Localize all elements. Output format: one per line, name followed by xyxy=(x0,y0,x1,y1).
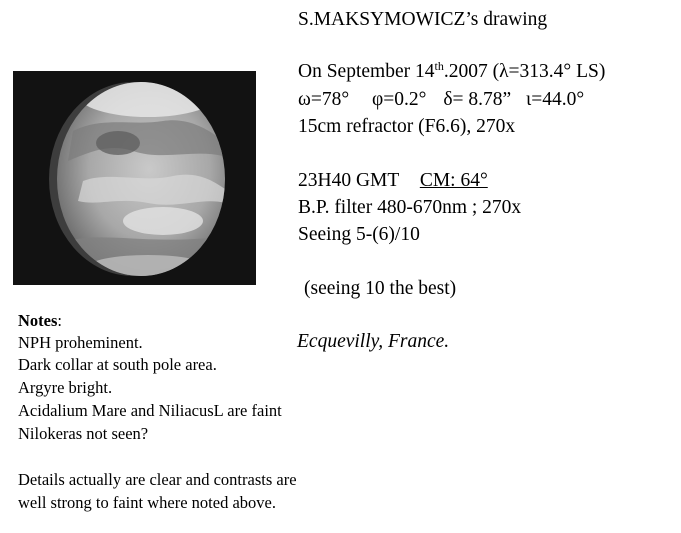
note-item: Nilokeras not seen? xyxy=(18,424,149,443)
seeing-line: Seeing 5-(6)/10 xyxy=(298,224,420,245)
argyre-feature xyxy=(123,207,203,235)
delta-value: δ= 8.78” xyxy=(443,89,512,110)
details-line-1: Details actually are clear and contrasts are xyxy=(18,470,297,489)
filter-line: B.P. filter 480-670nm ; 270x xyxy=(298,197,522,218)
iota-value: ι=44.0° xyxy=(526,89,585,110)
time-line xyxy=(298,170,488,192)
seeing-note: (seeing 10 the best) xyxy=(304,278,457,299)
date-suffix: .2007 (λ=313.4° LS) xyxy=(443,61,606,82)
notes-heading-colon: : xyxy=(57,311,62,330)
ephemeris-line xyxy=(298,89,584,111)
observation-location: Ecquevilly, France. xyxy=(297,331,450,352)
note-item: Argyre bright. xyxy=(18,378,113,397)
central-meridian: CM: 64° xyxy=(419,170,488,191)
date-superscript: th xyxy=(434,59,444,73)
omega-value: ω=78° xyxy=(298,89,350,110)
phi-value: φ=0.2° xyxy=(372,89,427,110)
instrument-line: 15cm refractor (F6.6), 270x xyxy=(298,116,516,137)
notes-heading xyxy=(18,311,62,331)
notes-heading-label: Notes xyxy=(18,311,58,330)
acidalium-mare-feature xyxy=(96,131,140,155)
observation-date xyxy=(298,61,605,83)
drawing-title: S.MAKSYMOWICZ’s drawing xyxy=(298,9,548,30)
bright-region xyxy=(78,175,225,205)
note-item: Acidalium Mare and NiliacusL are faint xyxy=(18,401,282,420)
mars-drawing xyxy=(13,71,256,285)
date-prefix: On September 14 xyxy=(298,61,435,82)
details-line-2: well strong to faint where noted above. xyxy=(18,493,276,512)
note-item: NPH proheminent. xyxy=(18,333,143,352)
note-item: Dark collar at south pole area. xyxy=(18,355,217,374)
observation-time: 23H40 GMT xyxy=(298,170,399,191)
